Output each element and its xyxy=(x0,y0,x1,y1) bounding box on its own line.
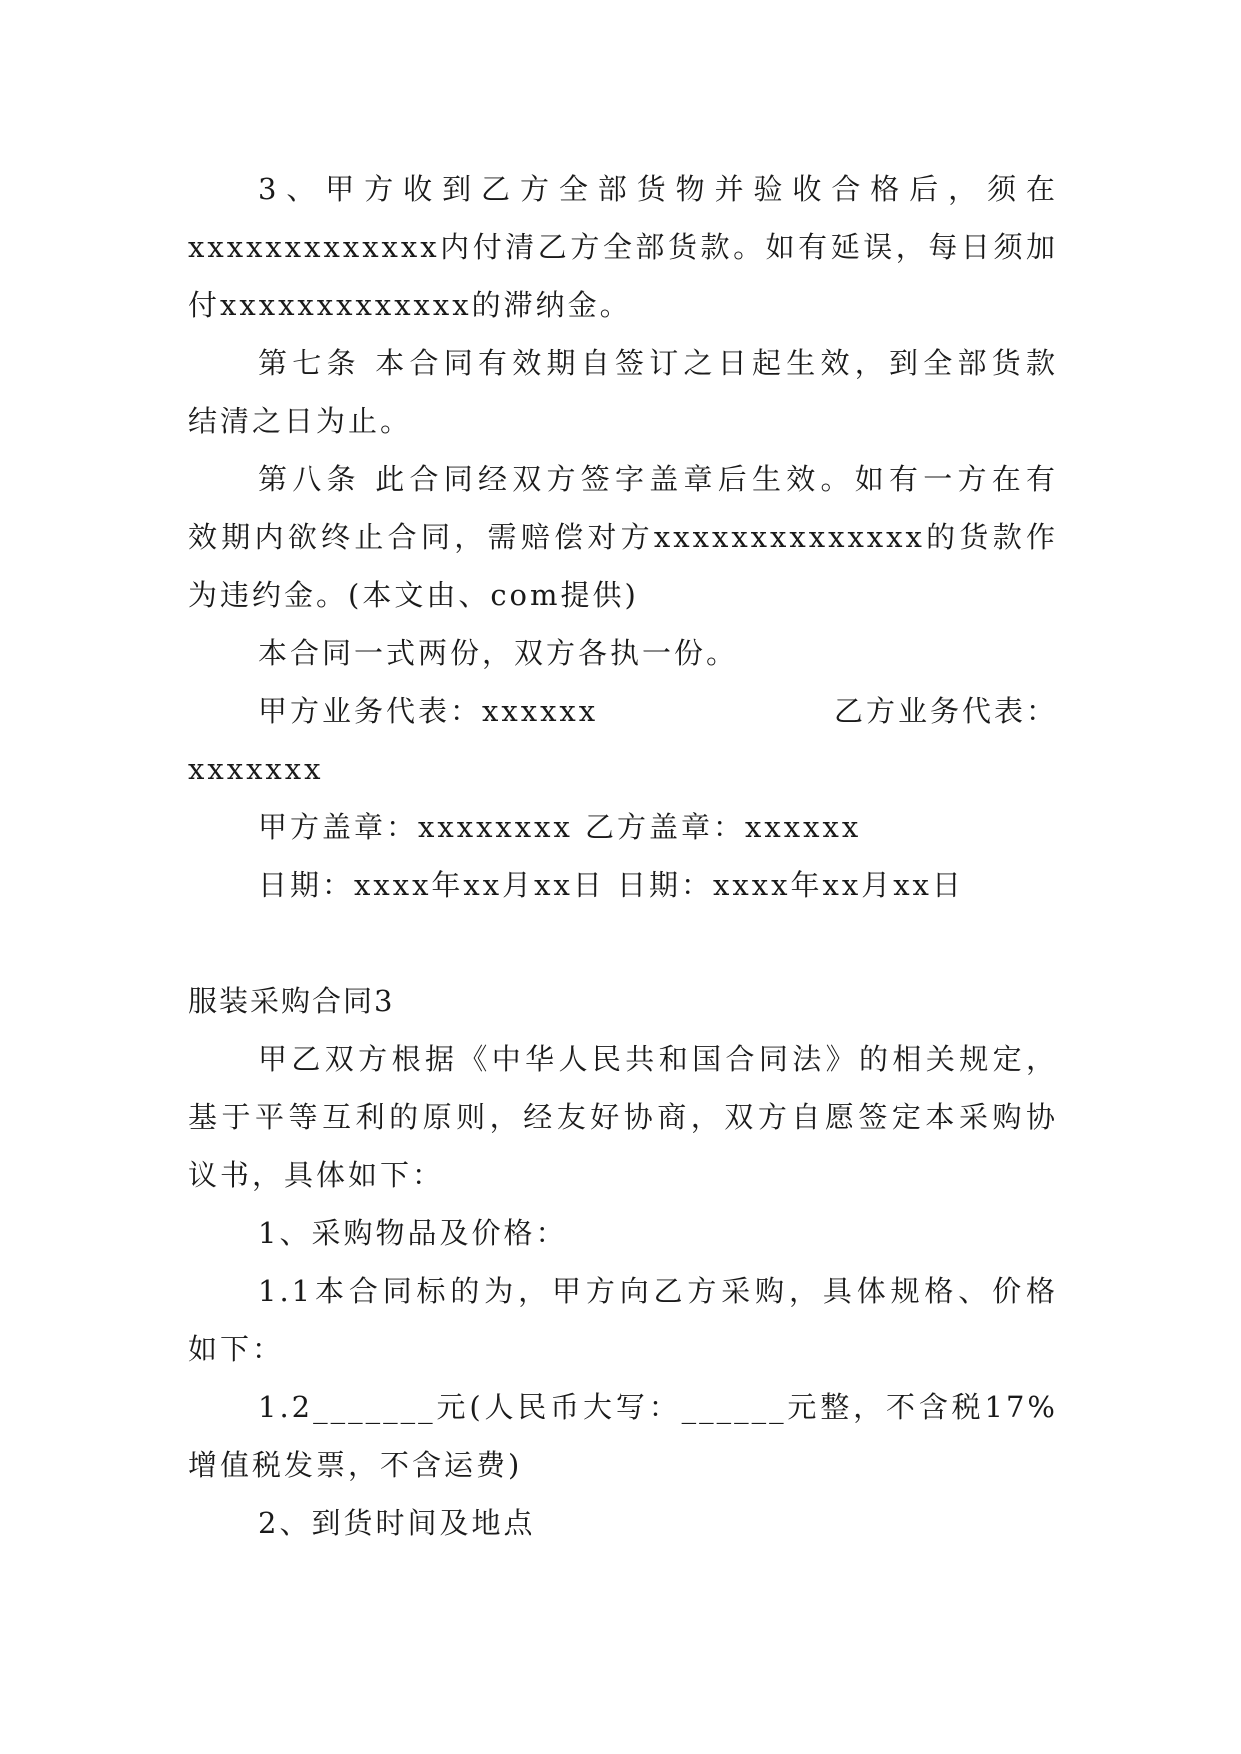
preamble-line-1: 甲乙双方根据《中华人民共和国合同法》的相关规定， xyxy=(258,1042,1058,1076)
item-1-heading: 1、采购物品及价格： xyxy=(258,1216,568,1250)
representatives-line xyxy=(188,682,1058,740)
item-2-heading: 2、到货时间及地点 xyxy=(258,1506,536,1540)
clause-3-line-2: xxxxxxxxxxxxx内付清乙方全部货款。如有延误，每日须加 xyxy=(188,230,1058,264)
item-1-2-line-2: 增值税发票，不含运费) xyxy=(188,1448,523,1482)
preamble-line-2: 基于平等互利的原则，经友好协商，双方自愿签定本采购协 xyxy=(188,1100,1058,1134)
document-body xyxy=(188,160,1058,1552)
article-7-line-1: 第七条 本合同有效期自签订之日起生效，到全部货款 xyxy=(258,346,1058,380)
copies-clause: 本合同一式两份，双方各执一份。 xyxy=(258,636,739,670)
date-line: 日期：xxxx年xx月xx日 日期：xxxx年xx月xx日 xyxy=(258,868,964,902)
seal-line: 甲方盖章：xxxxxxxx 乙方盖章：xxxxxx xyxy=(258,810,862,844)
article-7-line-2: 结清之日为止。 xyxy=(188,404,413,438)
article-8-line-2: 效期内欲终止合同，需赔偿对方xxxxxxxxxxxxxx的货款作 xyxy=(188,520,1058,554)
item-1-1-line-1: 1.1本合同标的为，甲方向乙方采购，具体规格、价格 xyxy=(258,1274,1058,1308)
party-a-representative: 甲方业务代表：xxxxxx xyxy=(258,694,599,728)
party-b-representative-value: xxxxxxx xyxy=(188,752,324,786)
article-8-line-3: 为违约金。(本文由、com提供) xyxy=(188,578,639,612)
clause-3-line-3: 付xxxxxxxxxxxxx的滞纳金。 xyxy=(188,288,632,322)
article-8-line-1: 第八条 此合同经双方签字盖章后生效。如有一方在有 xyxy=(258,462,1058,496)
preamble-line-3: 议书，具体如下： xyxy=(188,1158,445,1192)
item-1-1-line-2: 如下： xyxy=(188,1332,285,1366)
section-spacer xyxy=(188,914,1058,972)
section-title: 服装采购合同3 xyxy=(188,984,395,1018)
party-b-representative: 乙方业务代表： xyxy=(833,694,1058,728)
item-1-2-line-1: 1.2_______元(人民币大写：______元整，不含税17% xyxy=(258,1390,1058,1424)
clause-3-line-1: 3、甲方收到乙方全部货物并验收合格后，须在 xyxy=(258,172,1058,206)
